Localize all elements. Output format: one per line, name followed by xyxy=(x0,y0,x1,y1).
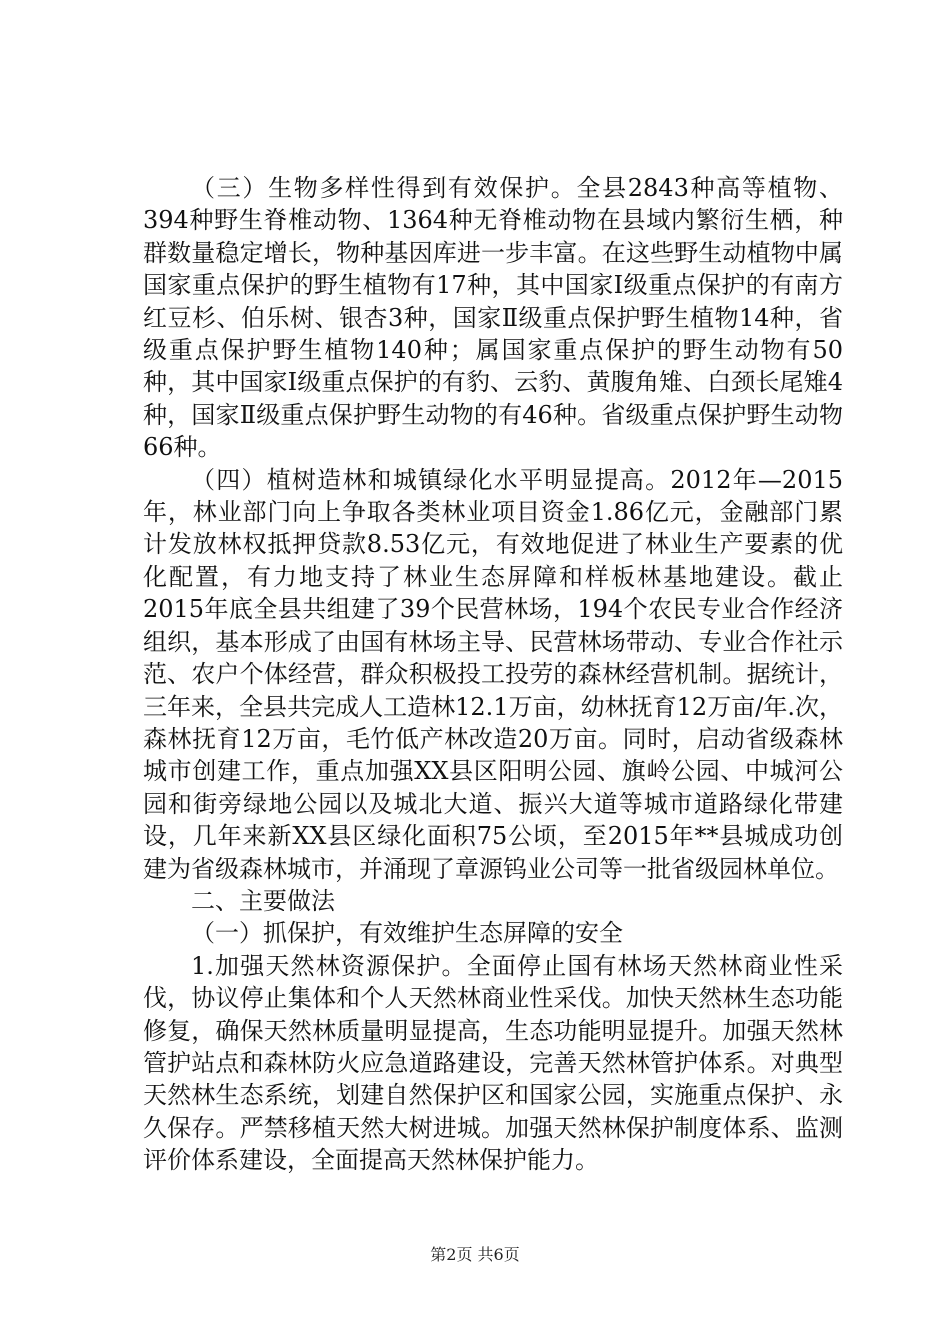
section-heading-main-practices: 二、主要做法 xyxy=(191,886,335,915)
paragraph-afforestation: （四）植树造林和城镇绿化水平明显提高。2012年—2015年，林业部门向上争取各类林业项目资金1.86亿元，金融部门累计发放林权抵押贷款8.53亿元，有效地促进了林业生产要素的优化配置，有力地支持了林业生态屏障和样板林基地建设。截止2015年底全县共组建了39个民营林场，194个农民专业合作经济组织，基本形成了由国有林场主导、民营林场带动、专业合作社示范、农户个体经营，群众积极投工投劳的森林经营机制。据统计，三年来，全县共完成人工造林12.1万亩，幼林抚育12万亩/年.次，森林抚育12万亩，毛竹低产林改造20万亩。同时，启动省级森林城市创建工作，重点加强XX县区阳明公园、旗岭公园、中城河公园和街旁绿地公园以及城北大道、振兴大道等城市道路绿化带建设，几年来新XX县区绿化面积75公顷，至2015年**县城成功创建为省级森林城市，并涌现了章源钨业公司等一批省级园林单位。 xyxy=(143,465,843,883)
paragraph-natural-forest: 1.加强天然林资源保护。全面停止国有林场天然林商业性采伐，协议停止集体和个人天然林商业性采伐。加快天然林生态功能修复，确保天然林质量明显提高，生态功能明显提升。加强天然林管护站点和森林防火应急道路建设，完善天然林管护体系。对典型天然林生态系统，划建自然保护区和国家公园，实施重点保护、永久保存。严禁移植天然大树进城。加强天然林保护制度体系、监测评价体系建设，全面提高天然林保护能力。 xyxy=(143,951,843,1175)
document-body xyxy=(143,172,843,1177)
subsection-heading-protection: （一）抓保护，有效维护生态屏障的安全 xyxy=(191,919,623,948)
page-number-footer: 第2页 共6页 xyxy=(430,1245,520,1264)
paragraph-biodiversity: （三）生物多样性得到有效保护。全县2843种高等植物、394种野生脊椎动物、1364种无脊椎动物在县域内繁衍生栖，种群数量稳定增长，物种基因库进一步丰富。在这些野生动植物中属国家重点保护的野生植物有17种，其中国家Ⅰ级重点保护的有南方红豆杉、伯乐树、银杏3种，国家Ⅱ级重点保护野生植物14种，省级重点保护野生植物140种；属国家重点保护的野生动物有50种，其中国家Ⅰ级重点保护的有豹、云豹、黄腹角雉、白颈长尾雉4种，国家Ⅱ级重点保护野生动物的有46种。省级重点保护野生动物66种。 xyxy=(143,174,843,462)
